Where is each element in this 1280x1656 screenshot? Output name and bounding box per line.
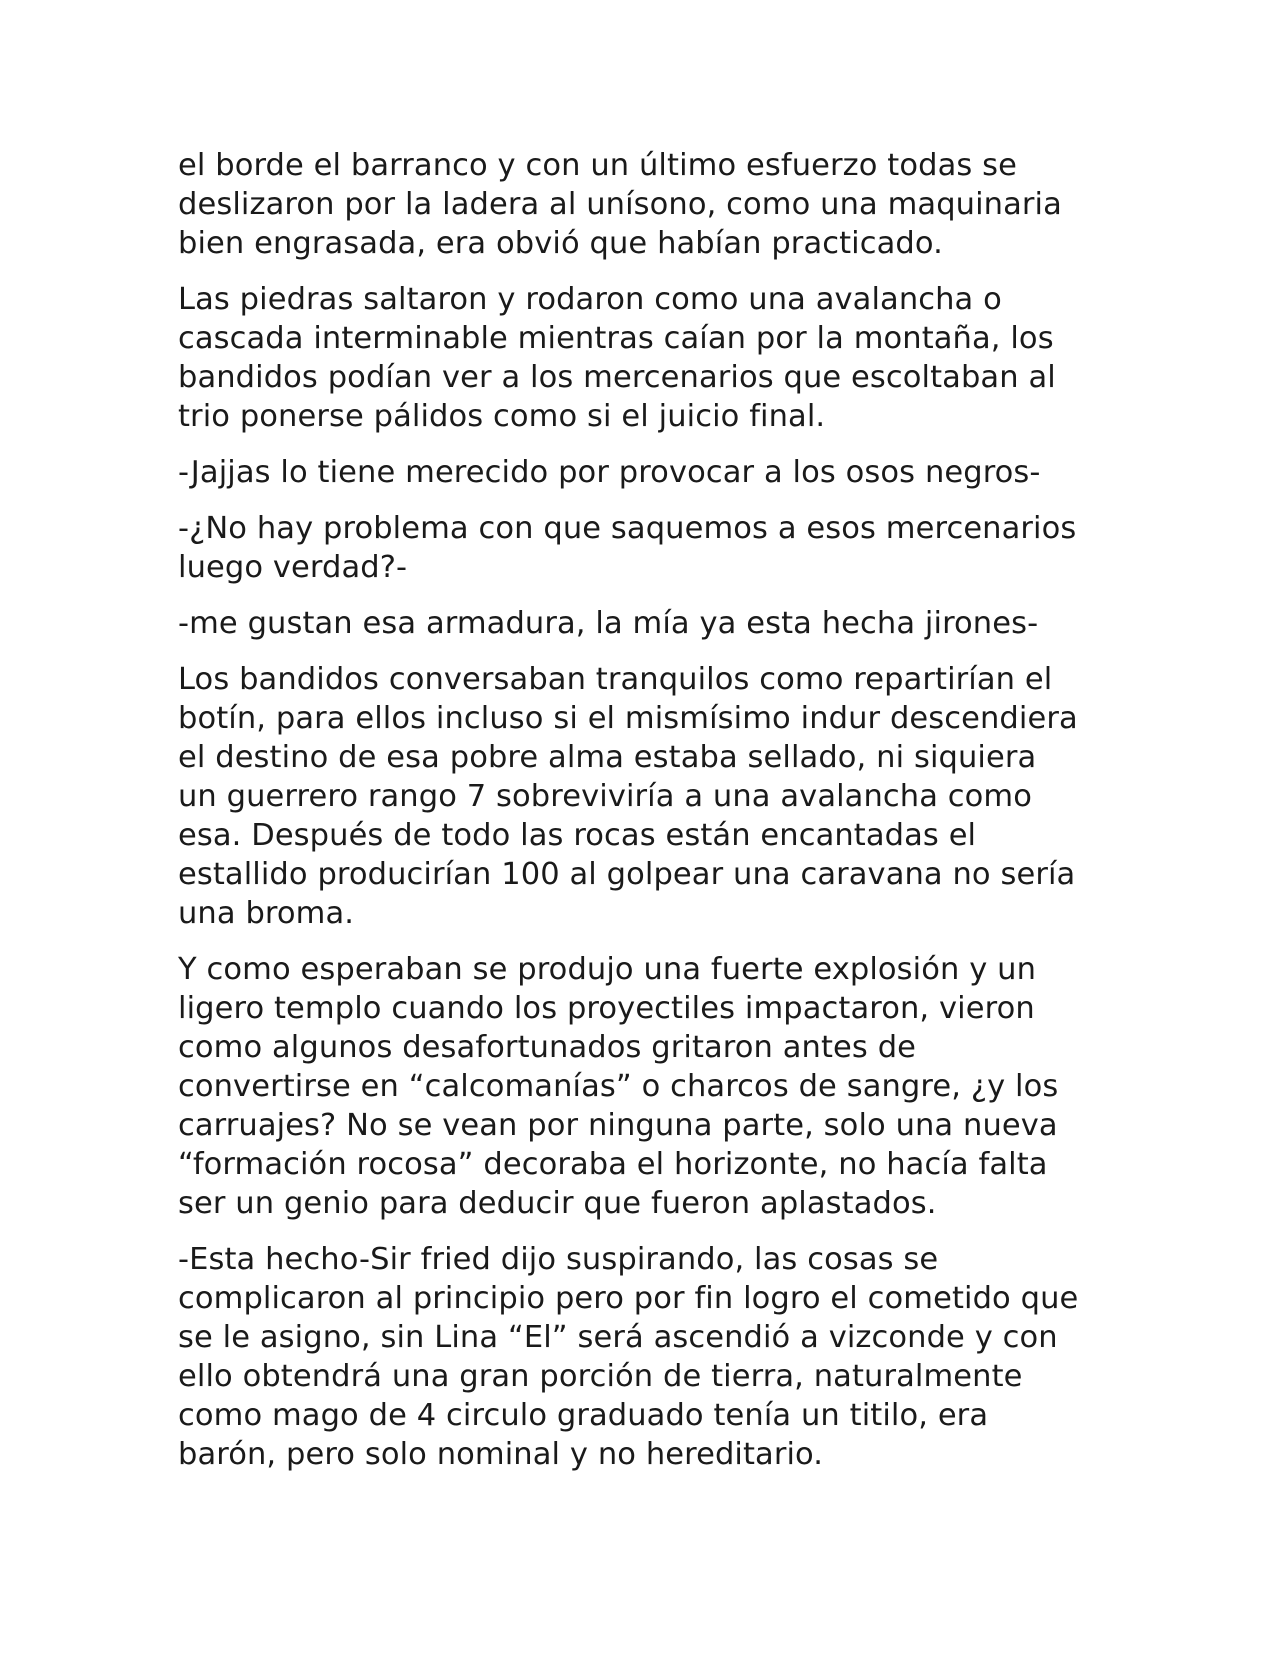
paragraph-3: -Jajjas lo tiene merecido por provocar a los osos negros- — [178, 455, 1041, 490]
paragraph-6: Los bandidos conversaban tranquilos como repartirían el botín, para ellos incluso si el mismísimo indur descendiera el destino de esa pobre alma estaba sellado, ni siquiera un guerrero rango 7 sobreviviría a una avalancha como esa. Después de todo las rocas están encantadas el estallido producirían 100 al golpear una caravana no sería una broma. — [178, 662, 1078, 931]
paragraph-2: Las piedras saltaron y rodaron como una avalancha o cascada interminable mientras caían por la montaña, los bandidos podían ver a los mercenarios que escoltaban al trio ponerse pálidos como si el juicio final. — [178, 282, 1056, 434]
paragraph-8: -Esta hecho-Sir fried dijo suspirando, las cosas se complicaron al principio pero por fin logro el cometido que se le asigno, sin Lina “El” será ascendió a vizconde y con ello obtendrá una gran porción de tierra, naturalmente como mago de 4 circulo graduado tenía un titilo, era barón, pero solo nominal y no hereditario. — [178, 1242, 1079, 1472]
document-page — [178, 146, 1108, 1491]
paragraph-7: Y como esperaban se produjo una fuerte explosión y un ligero templo cuando los proyectiles impactaron, vieron como algunos desafortunados gritaron antes de convertirse en “calcomanías” o charcos de sangre, ¿y los carruajes? No se vean por ninguna parte, solo una nueva “formación rocosa” decoraba el horizonte, no hacía falta ser un genio para deducir que fueron aplastados. — [178, 952, 1059, 1221]
paragraph-1: el borde el barranco y con un último esfuerzo todas se deslizaron por la ladera al unísono, como una maquinaria bien engrasada, era obvió que habían practicado. — [178, 148, 1062, 261]
paragraph-4: -¿No hay problema con que saquemos a esos mercenarios luego verdad?- — [178, 511, 1077, 585]
paragraph-5: -me gustan esa armadura, la mía ya esta hecha jirones- — [178, 606, 1039, 641]
